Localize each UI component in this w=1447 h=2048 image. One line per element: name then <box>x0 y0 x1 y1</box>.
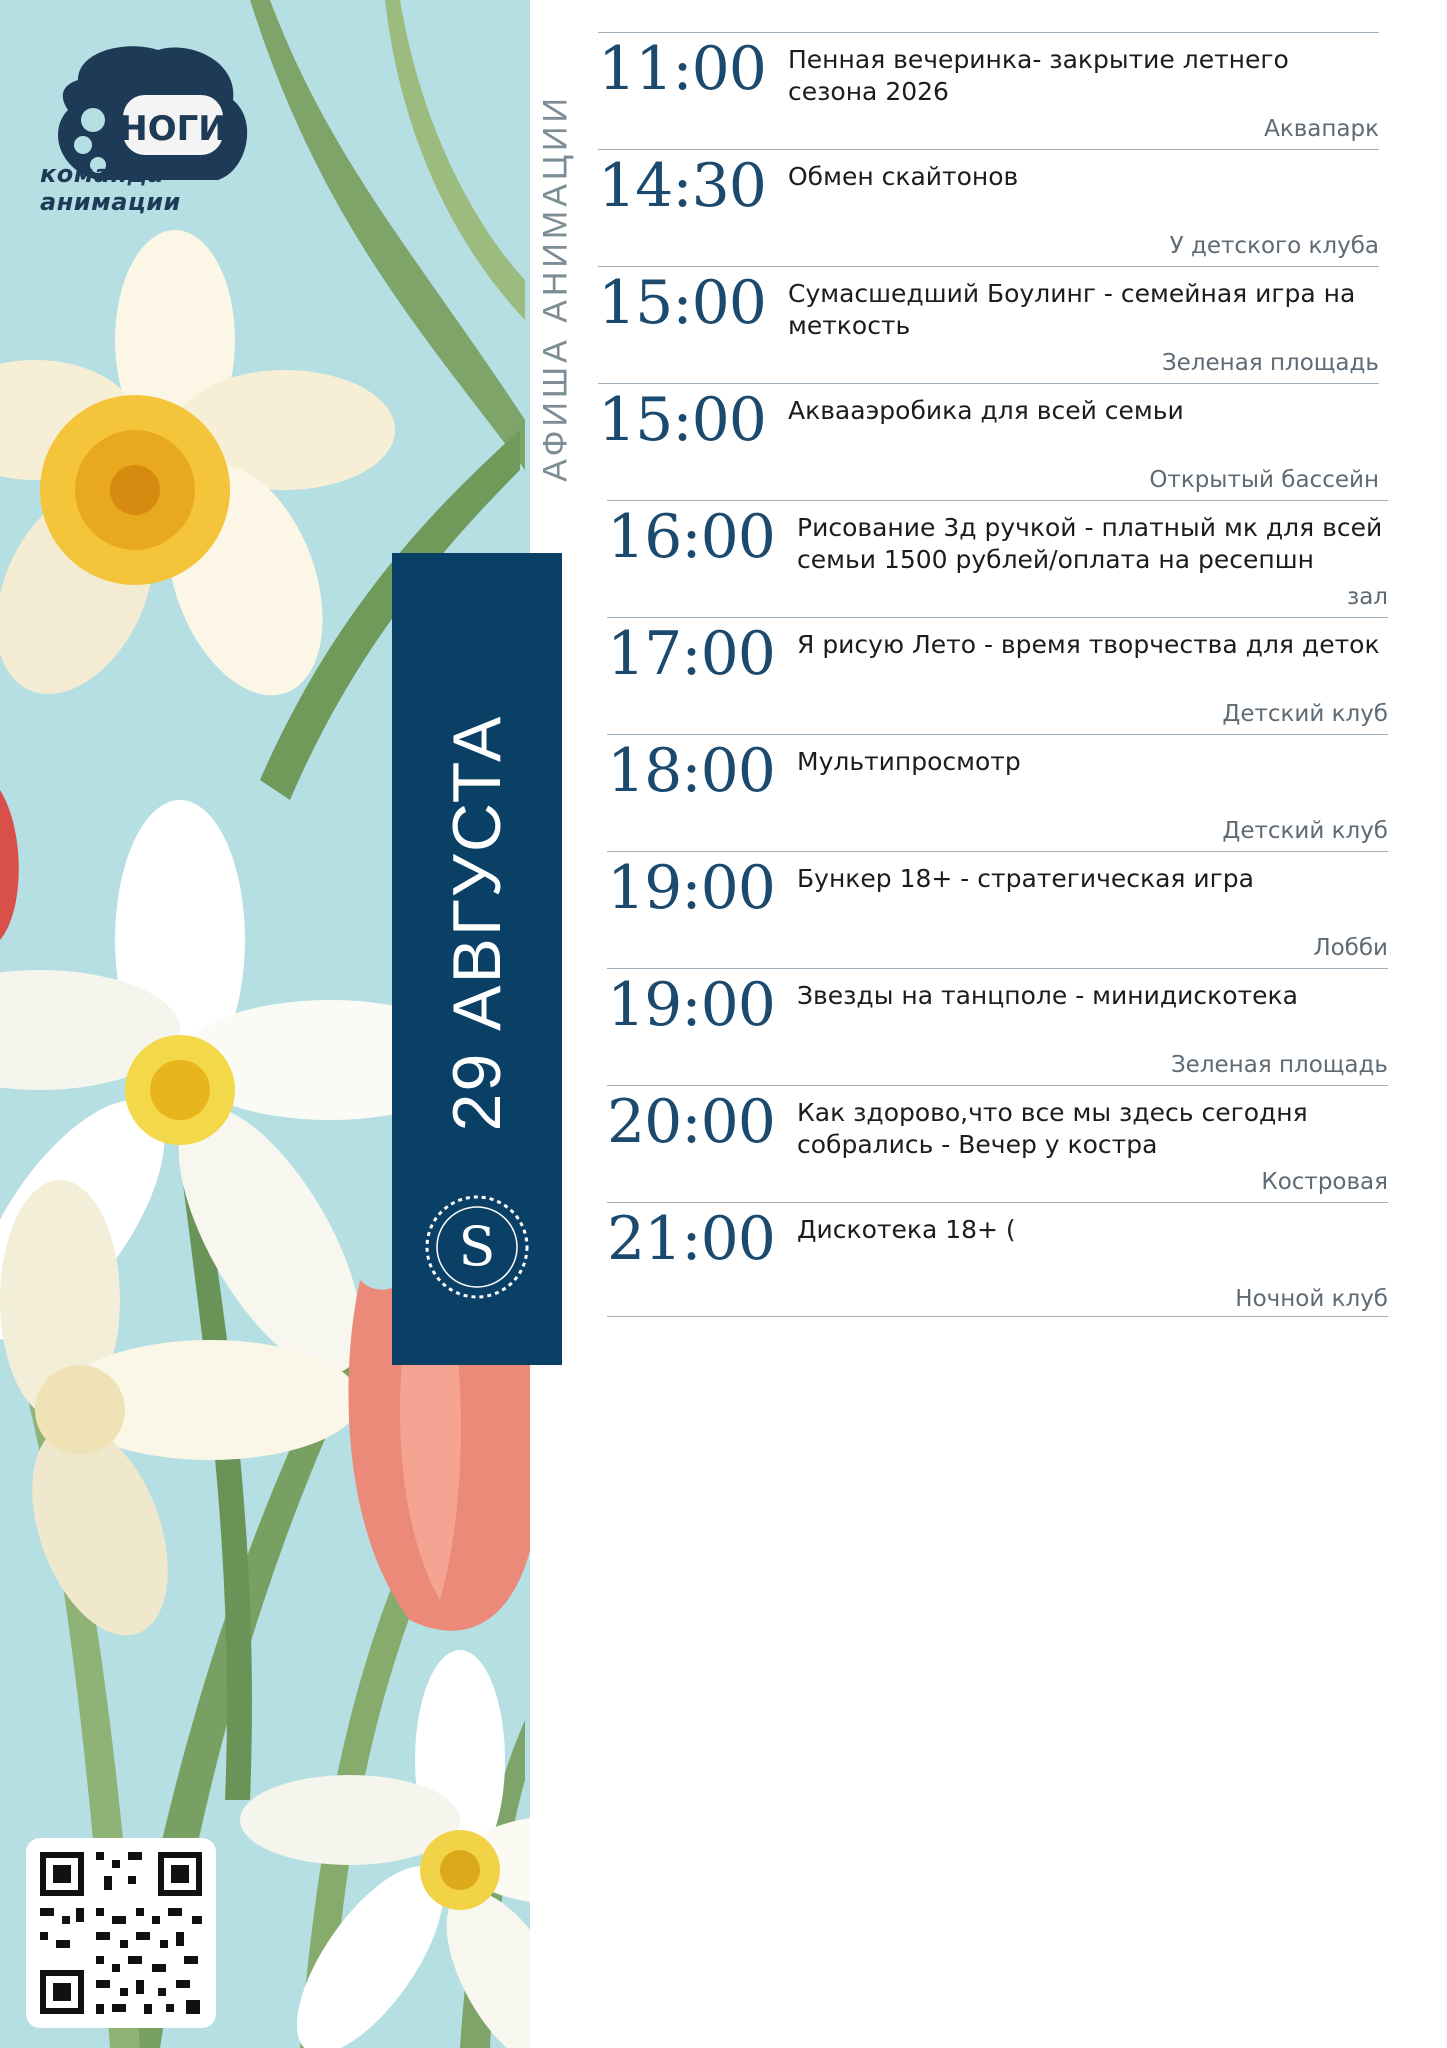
event-row <box>598 383 1379 500</box>
event-title: Звезды на танцполе - минидискотека <box>797 981 1298 1010</box>
event-divider <box>598 266 1379 267</box>
event-date: 29 АВГУСТА <box>439 714 515 1132</box>
end-divider <box>607 1316 1388 1317</box>
event-divider <box>607 968 1388 969</box>
qr-code-icon[interactable] <box>26 1838 216 2028</box>
event-divider <box>607 734 1388 735</box>
event-time: 15:00 <box>598 268 766 338</box>
hotel-s-logo-icon <box>423 1193 531 1301</box>
event-row <box>607 968 1388 1085</box>
header-label: АФИША АНИМАЦИИ <box>536 94 575 482</box>
event-divider <box>598 32 1379 33</box>
event-divider <box>607 500 1388 501</box>
event-title: Сумасшедший Боулинг - семейная игра на меткость <box>788 279 1356 340</box>
event-title: Обмен скайтонов <box>788 162 1019 191</box>
event-title: Пенная вечеринка- закрытие летнего сезона 2026 <box>788 45 1289 106</box>
event-time: 15:00 <box>598 385 766 455</box>
event-title: Как здорово,что все мы здесь сегодня собрались - Вечер у костра <box>797 1098 1308 1159</box>
event-divider <box>607 1202 1388 1203</box>
event-location: Аквапарк <box>1264 116 1379 142</box>
event-time: 11:00 <box>598 34 766 104</box>
event-title: Аквааэробика для всей семьи <box>788 396 1184 425</box>
event-title: Я рисую Лето - время творчества для деток <box>797 630 1380 659</box>
event-location: Ночной клуб <box>1235 1286 1388 1312</box>
event-row <box>607 734 1388 851</box>
event-row <box>607 851 1388 968</box>
event-row <box>607 1085 1388 1202</box>
event-divider <box>598 149 1379 150</box>
event-location: Детский клуб <box>1222 701 1388 727</box>
svg-text:S: S <box>458 1215 496 1278</box>
event-location: У детского клуба <box>1169 233 1379 259</box>
event-location: Лобби <box>1313 935 1388 961</box>
event-title: Дискотека 18+ ( <box>797 1215 1016 1244</box>
event-time: 21:00 <box>607 1204 775 1274</box>
event-location: зал <box>1346 584 1388 610</box>
event-divider <box>598 383 1379 384</box>
event-row <box>598 266 1379 383</box>
event-divider <box>607 617 1388 618</box>
logo-brand: НОГИ <box>119 109 227 149</box>
event-row <box>607 500 1388 617</box>
event-time: 14:30 <box>598 151 766 221</box>
event-time: 18:00 <box>607 736 775 806</box>
event-divider <box>607 851 1388 852</box>
event-location: Открытый бассейн <box>1149 467 1379 493</box>
event-row <box>607 617 1388 734</box>
event-time: 19:00 <box>607 970 775 1040</box>
event-time: 17:00 <box>607 619 775 689</box>
event-location: Детский клуб <box>1222 818 1388 844</box>
event-time: 16:00 <box>607 502 775 572</box>
event-location: Костровая <box>1261 1169 1388 1195</box>
event-row <box>598 149 1379 266</box>
logo-subtitle: команда анимации <box>40 160 181 216</box>
event-location: Зеленая площадь <box>1170 1052 1388 1078</box>
event-location: Зеленая площадь <box>1161 350 1379 376</box>
event-divider <box>607 1085 1388 1086</box>
event-title: Мультипросмотр <box>797 747 1021 776</box>
event-title: Бункер 18+ - стратегическая игра <box>797 864 1254 893</box>
event-time: 20:00 <box>607 1087 775 1157</box>
event-title: Рисование 3д ручкой - платный мк для всей семьи 1500 рублей/оплата на ресепшн <box>797 513 1383 574</box>
date-banner <box>392 553 562 1365</box>
event-time: 19:00 <box>607 853 775 923</box>
event-row <box>607 1202 1388 1319</box>
event-row <box>598 32 1379 149</box>
